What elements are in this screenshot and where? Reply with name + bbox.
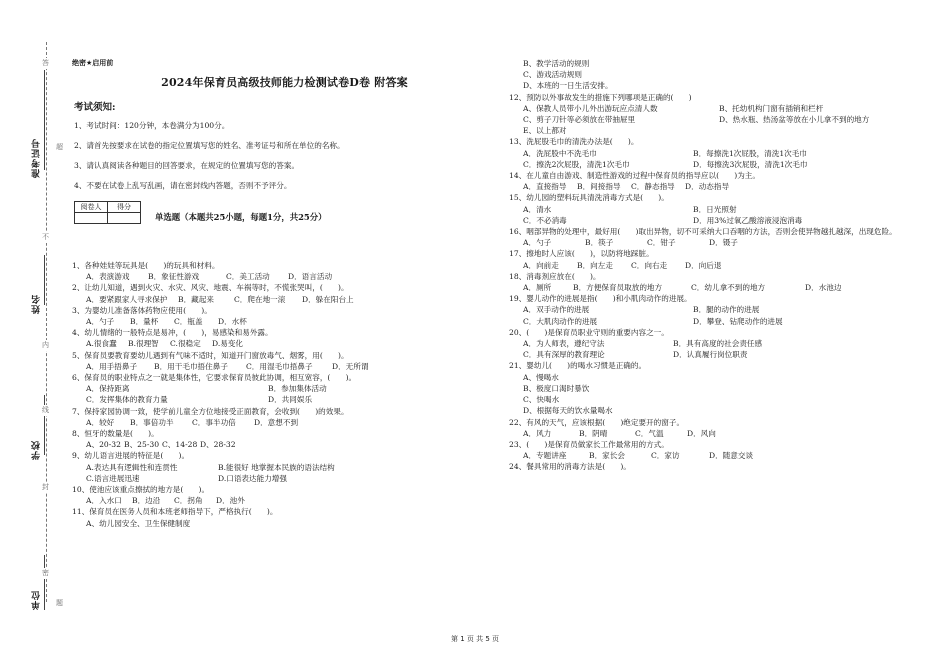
option[interactable]: B．筷子 — [585, 238, 614, 248]
option[interactable]: A.表达具有逻辑性和连贯性 — [86, 462, 178, 472]
option[interactable]: B．腿的动作的进展 — [693, 305, 760, 315]
option[interactable]: B．边沿 — [132, 496, 161, 506]
question: 14、在儿童自由游戏、制造性游戏的过程中保育员的指导应以( )为主。 — [509, 171, 760, 181]
school-underline — [44, 395, 45, 455]
option[interactable]: B．间接指导 — [577, 182, 621, 192]
option[interactable]: A．洗屁股中不洗毛巾 — [523, 148, 597, 158]
option[interactable]: B．量杯 — [130, 317, 159, 327]
page-title: 2024年保育员高级技师能力检测试卷D卷 附答案 — [161, 76, 408, 89]
option[interactable]: B．象征性游戏 — [148, 272, 200, 282]
option[interactable]: D．用3%过氧乙酸溶液浸泡消毒 — [693, 215, 803, 225]
option[interactable]: D．向后退 — [685, 260, 722, 270]
option[interactable]: C．幼儿拿不到的地方 — [691, 283, 766, 293]
option[interactable]: A、保教人员带小儿外出游玩应点清人数 — [523, 103, 658, 113]
option-row — [72, 394, 497, 405]
option[interactable]: A．勺子 — [86, 317, 115, 327]
grader-header: 阅卷人 — [75, 202, 108, 213]
option-row — [72, 495, 497, 506]
option[interactable]: C、14-28 — [162, 440, 198, 450]
option-row — [509, 237, 929, 248]
option[interactable]: A．专题讲座 — [523, 451, 567, 461]
question: 24、餐具常用的消毒方法是( )。 — [509, 462, 631, 472]
question: 17、擦地时人应该( )，以防将地踩脏。 — [509, 249, 654, 259]
option[interactable]: B．参加集体活动 — [268, 384, 327, 394]
option-row — [509, 304, 929, 315]
option[interactable]: D．躲在阳台上 — [302, 294, 354, 304]
option-row — [509, 316, 929, 327]
option-row — [509, 215, 929, 226]
option-row — [509, 282, 929, 293]
option[interactable]: B、托幼机构门窗有插销和栏杆 — [719, 103, 824, 113]
question: 11、保育员在医务人员和本班老师指导下，严格执行( )。 — [72, 507, 278, 517]
option[interactable]: A.很食蠢 — [86, 339, 117, 349]
seal-mark: 题 — [56, 599, 63, 607]
option[interactable]: D．池外 — [216, 496, 245, 506]
option-row — [509, 204, 929, 215]
option[interactable]: D、本班的一日生活安排。 — [523, 81, 613, 91]
option[interactable]: B．向左走 — [577, 260, 613, 270]
seal-line — [46, 42, 47, 602]
option[interactable]: B.很理智 — [128, 339, 159, 349]
question: 9、幼儿语言进展的特征是( )。 — [72, 451, 190, 461]
option[interactable]: D、根据每天的饮水量喝水 — [523, 406, 613, 416]
option[interactable]: C．大肌肉动作的进展 — [523, 316, 598, 326]
option[interactable]: A．用手捂鼻子 — [86, 361, 138, 371]
option[interactable]: D．语言活动 — [288, 272, 333, 282]
option-row — [509, 428, 929, 439]
question: 1、各种娃娃等玩具是( )的玩具和材料。 — [72, 261, 220, 270]
option[interactable]: C、游戏活动规则 — [523, 70, 582, 80]
question: 5、保育员要教育要幼儿遇到有气味不适时，知道开门窗放毒气、烟雾，用( )。 — [72, 350, 349, 360]
option[interactable]: B、25-30 — [124, 440, 160, 450]
option[interactable]: A、慢喝水 — [523, 372, 559, 382]
option[interactable]: B．方便保育员取放的地方 — [573, 283, 663, 293]
option[interactable]: C．事半功倍 — [192, 417, 236, 427]
question: 2、让幼儿知道，遇到火灾、水灾、风灾、地震、车祸等时，不慌张哭叫，( )。 — [72, 283, 349, 293]
option[interactable]: A、20-32 — [86, 440, 121, 450]
secret-label: 绝密★启用前 — [72, 59, 114, 67]
option[interactable]: B、极度口渴时暴饮 — [523, 383, 590, 393]
option[interactable]: C．擦洗2次屁股，清洗1次毛巾 — [523, 159, 630, 169]
option[interactable]: B．日光照射 — [693, 204, 737, 214]
option[interactable]: A．要紧跟家人寻求保护 — [86, 294, 168, 304]
question: 18、消毒剂应放在( )。 — [509, 271, 601, 281]
question: 23、( )是保育员做家长工作最常用的方式。 — [509, 439, 669, 449]
option[interactable]: D．镊子 — [709, 238, 738, 248]
question: 15、幼儿园的塑料玩具清洗消毒方式是( )。 — [509, 193, 669, 203]
option-row — [72, 338, 497, 349]
score-table — [74, 201, 141, 224]
option[interactable]: C．美工活动 — [226, 272, 270, 282]
option[interactable]: D.口语表达能力增强 — [218, 473, 287, 483]
option[interactable]: C、剪子刀针等必须放在带抽屉里 — [523, 115, 636, 125]
option[interactable]: D．认真履行岗位职责 — [673, 350, 748, 360]
question: 16、咽部异物的处理中，最好用( )取出异物，切不可采纳大口吞咽的方法，否则会使异物越扎越深，出现危险。 — [509, 227, 897, 237]
question: 12、预防以外事故发生的措施下列哪项是正确的( ) — [509, 92, 692, 102]
option[interactable]: D．每擦洗3次屁股，清洗1次毛巾 — [693, 159, 808, 169]
question: 20、( )是保育员职业守则的重要内容之一。 — [509, 327, 669, 337]
option[interactable]: A．双手动作的进展 — [523, 305, 590, 315]
page-footer: 第 1 页 共 5 页 — [450, 635, 500, 643]
option[interactable]: D、28-32 — [200, 440, 236, 450]
option[interactable]: A．较好 — [86, 417, 115, 427]
option[interactable]: D．动态指导 — [685, 182, 730, 192]
option[interactable]: B.能很好 地掌握本民族的语法结构 — [218, 462, 335, 472]
option[interactable]: C．钳子 — [647, 238, 676, 248]
question: 19、婴儿动作的进展是指( )和小肌肉动作的进展。 — [509, 294, 692, 304]
option[interactable]: C.很稳定 — [170, 339, 201, 349]
option[interactable]: A．勺子 — [523, 238, 552, 248]
option[interactable]: A．表演游戏 — [86, 272, 130, 282]
option[interactable]: E、以上都对 — [523, 126, 567, 136]
option-row — [509, 338, 929, 349]
question: 3、为婴幼儿准备落体药物应使用( )。 — [72, 305, 212, 315]
option[interactable]: C．用湿毛巾捂鼻子 — [246, 361, 313, 371]
option[interactable]: A．厕所 — [523, 283, 552, 293]
notice-item: 4、不要在试卷上乱写乱画，请在密封线内答题，否则不予评分。 — [74, 181, 292, 190]
option[interactable]: C．发挥集体的教育力量 — [86, 395, 168, 405]
option-row — [509, 114, 929, 125]
seal-mark: 线 — [42, 406, 49, 414]
option[interactable]: C．拐角 — [174, 496, 203, 506]
option-row — [72, 473, 497, 484]
option[interactable]: C．不必消毒 — [523, 215, 567, 225]
option[interactable]: B．阴晴 — [579, 428, 608, 438]
question: 13、洗屁股毛巾的清洗办法是( )。 — [509, 137, 639, 147]
option[interactable]: C．瓶盖 — [174, 317, 203, 327]
option[interactable]: D．攀登、钻爬动作的进展 — [693, 316, 783, 326]
option[interactable]: C．静态指导 — [631, 182, 675, 192]
option-row — [509, 181, 929, 192]
right-column — [509, 58, 929, 473]
question: 4、幼儿情绪的一般特点是易冲，( )，易感染和易外露。 — [72, 328, 273, 338]
unit-underline — [44, 555, 45, 610]
left-column — [72, 58, 497, 529]
question: 6、保育员的职业特点之一就是集体性，它要求保育员彼此协调，相互宽容，( )。 — [72, 373, 357, 383]
section-title: 单选题（本题共25小题，每题1分，共25分） — [155, 212, 327, 222]
unit-label: 单位 — [32, 590, 42, 610]
option-row — [509, 450, 929, 461]
score-row — [74, 200, 497, 224]
option[interactable]: A．保持距离 — [86, 384, 130, 394]
option[interactable]: B．事倍功半 — [130, 417, 174, 427]
exam-number-label: 准考证号 — [32, 138, 42, 178]
option-row — [509, 159, 929, 170]
option[interactable]: C．气温 — [635, 428, 664, 438]
seal-mark: 密 — [42, 569, 49, 577]
seal-mark: 封 — [42, 483, 49, 491]
question: 10、使池应该重点擦拭的地方是( )。 — [72, 485, 210, 495]
option[interactable]: A．清水 — [523, 204, 552, 214]
option[interactable]: B．家长会 — [589, 451, 625, 461]
option[interactable]: D．无所谓 — [332, 361, 369, 371]
option-row — [72, 361, 497, 372]
option[interactable]: C.语言进展迅速 — [86, 473, 140, 483]
question: 7、保持家园协调一致，使学前儿童全方位地接受正面教育，会收到( )的效果。 — [72, 406, 349, 416]
name-underline — [44, 255, 45, 305]
option[interactable]: D．水池边 — [805, 283, 842, 293]
option-row — [72, 294, 497, 305]
question: 8、恒牙的数量是( )。 — [72, 429, 159, 439]
option-row — [72, 383, 497, 394]
seal-mark: 超 — [56, 143, 63, 151]
notice-heading: 考试须知: — [74, 102, 116, 113]
option[interactable]: D．水杯 — [218, 317, 247, 327]
option[interactable]: B、教学活动的规则 — [523, 59, 590, 68]
option[interactable]: B．每擦洗1次屁股，清洗1次毛巾 — [693, 148, 807, 158]
option[interactable]: D．共同娱乐 — [268, 395, 313, 405]
option[interactable]: D．风向 — [687, 428, 716, 438]
exam-number-underline — [44, 70, 45, 170]
grader-cell[interactable] — [75, 213, 108, 224]
seal-mark: 内 — [42, 341, 49, 349]
option[interactable]: C、快喝水 — [523, 395, 560, 405]
question: 21、婴幼儿( )的喝水习惯是正确的。 — [509, 361, 647, 371]
option[interactable]: B．藏起来 — [178, 294, 214, 304]
option-row — [72, 439, 497, 450]
option-row — [72, 316, 497, 327]
option[interactable]: C．家访 — [651, 451, 680, 461]
name-label: 姓名 — [32, 294, 42, 314]
option-row — [72, 417, 497, 428]
option[interactable]: D.易变化 — [212, 339, 244, 349]
option[interactable]: C．具有深厚的教育理论 — [523, 350, 605, 360]
seal-mark: 答 — [42, 59, 49, 67]
option[interactable]: A．向前走 — [523, 260, 559, 270]
option[interactable]: C．爬在地一滚 — [234, 294, 286, 304]
notice-item: 3、请认真阅读各种题目的回答要求，在规定的位置填写您的答案。 — [74, 161, 300, 170]
option-row — [509, 260, 929, 271]
option-row — [72, 462, 497, 473]
option[interactable]: A．为人师表，遵纪守法 — [523, 339, 605, 349]
school-label: 学校 — [32, 440, 42, 460]
option[interactable]: D．随意交谈 — [709, 451, 754, 461]
option[interactable]: A．直接指导 — [523, 182, 567, 192]
notice-item: 2、请首先按要求在试卷的指定位置填写您的姓名、准考证号和所在单位的名称。 — [74, 141, 345, 150]
notice-item: 1、考试时间：120分钟，本卷满分为100分。 — [74, 121, 230, 130]
option[interactable]: D．意想不到 — [254, 417, 299, 427]
option-row — [509, 349, 929, 360]
option[interactable]: A．入水口 — [86, 496, 122, 506]
option[interactable]: B．用干毛巾捂住鼻子 — [154, 361, 228, 371]
option[interactable]: C．向右走 — [631, 260, 668, 270]
option-row — [509, 148, 929, 159]
option[interactable]: D、热水瓶、热汤盆等放在小儿拿不到的地方 — [719, 115, 870, 125]
option-row — [72, 271, 497, 282]
score-header: 得分 — [108, 202, 141, 213]
option[interactable]: A．风力 — [523, 428, 552, 438]
question: 22、有风的天气，应该根据( )绝定要开的窗子。 — [509, 417, 685, 427]
seal-mark: 不 — [42, 233, 49, 241]
option[interactable]: A、幼儿园安全、卫生保健制度 — [86, 518, 191, 528]
score-cell[interactable] — [108, 213, 141, 224]
option-row — [509, 103, 929, 114]
option[interactable]: B．具有高度的社会责任感 — [673, 339, 763, 349]
